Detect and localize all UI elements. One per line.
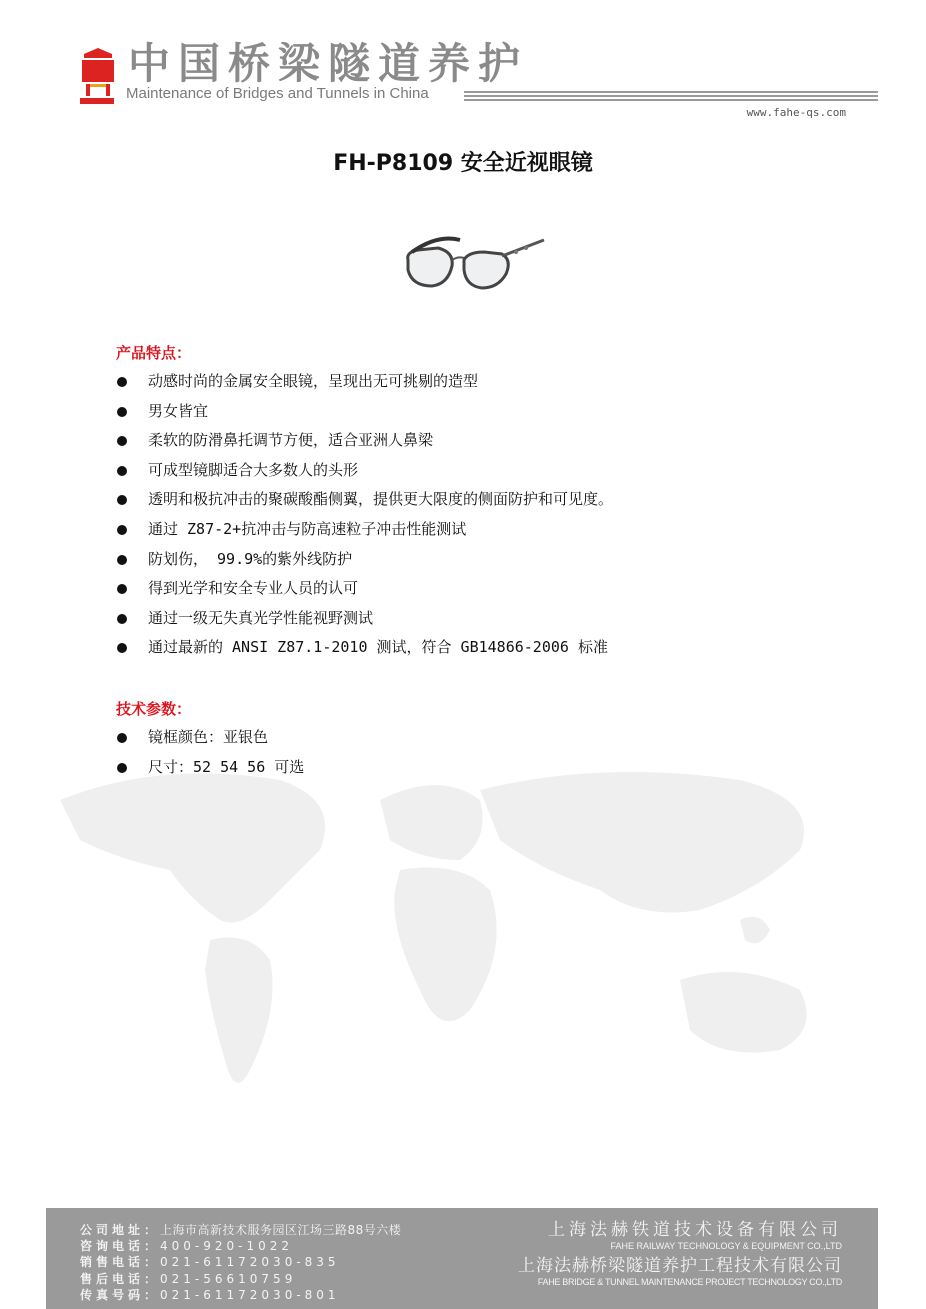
bullet-icon — [117, 407, 127, 417]
footer-consult-phone: 咨询电话：400-920-1022 — [80, 1239, 294, 1254]
list-item: 通过最新的 ANSI Z87.1-2010 测试，符合 GB14866-2006 标准 — [116, 633, 613, 663]
footer-service-phone: 售后电话：021-56610759 — [80, 1271, 297, 1286]
footer-sales-phone: 销售电话：021-61172030-835 — [80, 1255, 340, 1270]
list-item: 得到光学和安全专业人员的认可 — [116, 574, 613, 604]
bullet-icon — [117, 436, 127, 446]
header-rule — [464, 91, 878, 101]
bullet-icon — [117, 763, 127, 773]
footer-contact — [80, 1222, 401, 1303]
fahe-logo — [76, 44, 118, 106]
features-heading: 产品特点： — [116, 344, 192, 362]
bullet-icon — [117, 584, 127, 594]
world-map-background — [40, 760, 890, 1120]
header-title-cn: 中国桥梁隧道养护 — [128, 39, 529, 88]
safety-glasses-image — [398, 230, 550, 302]
features-list — [116, 367, 613, 663]
list-item: 动感时尚的金属安全眼镜，呈现出无可挑剔的造型 — [116, 367, 613, 397]
footer-companies — [518, 1220, 842, 1288]
bullet-icon — [117, 643, 127, 653]
specs-heading: 技术参数： — [116, 700, 192, 718]
bullet-icon — [117, 466, 127, 476]
footer-fax: 传真号码：021-61172030-801 — [80, 1287, 340, 1302]
bullet-icon — [117, 555, 127, 565]
company2-name-cn: 上海法赫桥梁隧道养护工程技术有限公司 — [518, 1256, 842, 1276]
list-item: 通过 Z87-2+抗冲击与防高速粒子冲击性能测试 — [116, 515, 613, 545]
list-item: 男女皆宜 — [116, 397, 613, 427]
list-item: 尺寸：52 54 56 可选 — [116, 753, 304, 783]
bullet-icon — [117, 525, 127, 535]
company2-name-en: FAHE BRIDGE & TUNNEL MAINTENANCE PROJECT TECHNOLOGY CO.,LTD — [537, 1277, 842, 1287]
bullet-icon — [117, 733, 127, 743]
footer-address: 公司地址：上海市高新技术服务园区江场三路88号六楼 — [80, 1223, 402, 1237]
header-url[interactable]: www.fahe-qs.com — [746, 106, 846, 119]
list-item: 可成型镜脚适合大多数人的头形 — [116, 456, 613, 486]
company1-name-cn: 上海法赫铁道技术设备有限公司 — [548, 1220, 842, 1240]
company1-name-en: FAHE RAILWAY TECHNOLOGY & EQUIPMENT CO.,LTD — [610, 1241, 842, 1251]
bullet-icon — [117, 377, 127, 387]
footer-bar — [46, 1208, 878, 1309]
list-item: 通过一级无失真光学性能视野测试 — [116, 604, 613, 634]
list-item: 防划伤， 99.9%的紫外线防护 — [116, 545, 613, 575]
specs-section — [116, 698, 304, 782]
bullet-icon — [117, 614, 127, 624]
specs-list — [116, 723, 304, 782]
document-title: FH-P8109 安全近视眼镜 — [333, 151, 593, 176]
header-title-en: Maintenance of Bridges and Tunnels in China — [126, 85, 429, 102]
bullet-icon — [117, 495, 127, 505]
list-item: 柔软的防滑鼻托调节方便，适合亚洲人鼻梁 — [116, 426, 613, 456]
list-item: 镜框颜色：亚银色 — [116, 723, 304, 753]
features-section — [116, 342, 613, 663]
list-item: 透明和极抗冲击的聚碳酸酯侧翼，提供更大限度的侧面防护和可见度。 — [116, 485, 613, 515]
